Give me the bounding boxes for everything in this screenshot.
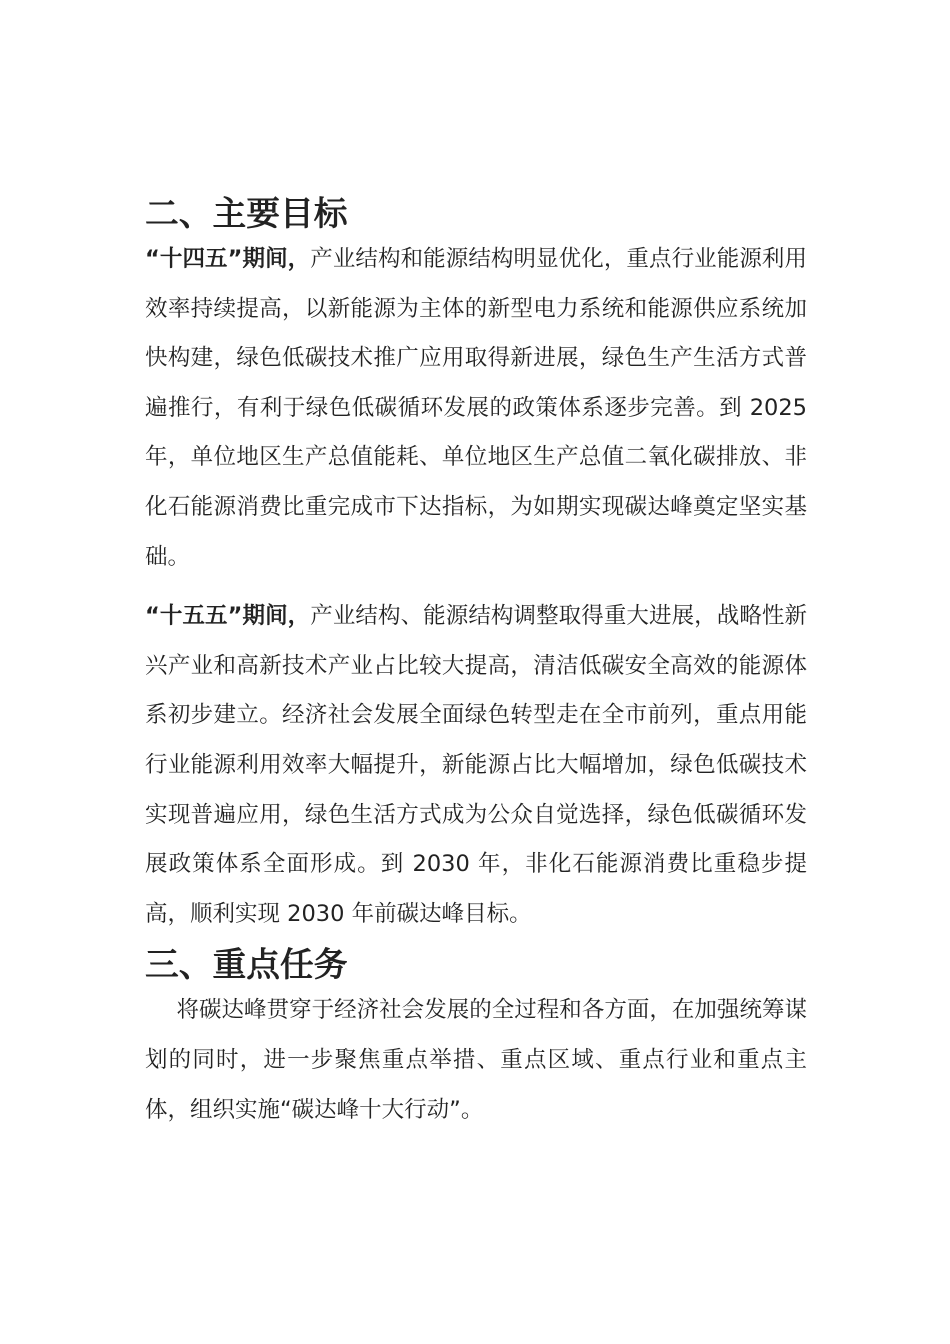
section-heading-key-tasks: 三、重点任务 [145, 945, 348, 985]
section-heading-main-goals: 二、主要目标 [145, 194, 348, 233]
paragraph-lead-15th-five-year: “十五五”期间， [145, 603, 311, 630]
paragraph-key-tasks: 将碳达峰贯穿于经济社会发展的全过程和各方面，在加强统筹谋划的同时，进一步聚焦重点举措、重点区域、重点行业和重点主体，组织实施“碳达峰十大行动”。 [145, 997, 807, 1123]
paragraph-text-15th-five-year: 产业结构、能源结构调整取得重大进展，战略性新兴产业和高新技术产业占比较大提高，清洁低碳安全高效的能源体系初步建立。经济社会发展全面绿色转型走在全市前列，重点用能行业能源利用效率大幅提升，新能源占比大幅增加，绿色低碳技术实现普遍应用，绿色生活方式成为公众自觉选择，绿色低碳循环发展政策体系全面形成。到 2030 年，非化石能源消费比重稳步提高，顺利实现 2030 年前碳达峰目标。 [145, 603, 807, 927]
paragraph-lead-14th-five-year: “十四五”期间， [145, 246, 311, 272]
paragraph-15th-five-year [145, 592, 807, 939]
paragraph-14th-five-year [145, 235, 807, 582]
paragraph-text-14th-five-year: 产业结构和能源结构明显优化，重点行业能源利用效率持续提高，以新能源为主体的新型电力系统和能源供应系统加快构建，绿色低碳技术推广应用取得新进展，绿色生产生活方式普遍推行，有利于绿色低碳循环发展的政策体系逐步完善。到 2025 年，单位地区生产总值能耗、单位地区生产总值二氧化碳排放、非化石能源消费比重完成市下达指标，为如期实现碳达峰奠定坚实基础。 [145, 246, 807, 570]
document-body [145, 192, 807, 1135]
